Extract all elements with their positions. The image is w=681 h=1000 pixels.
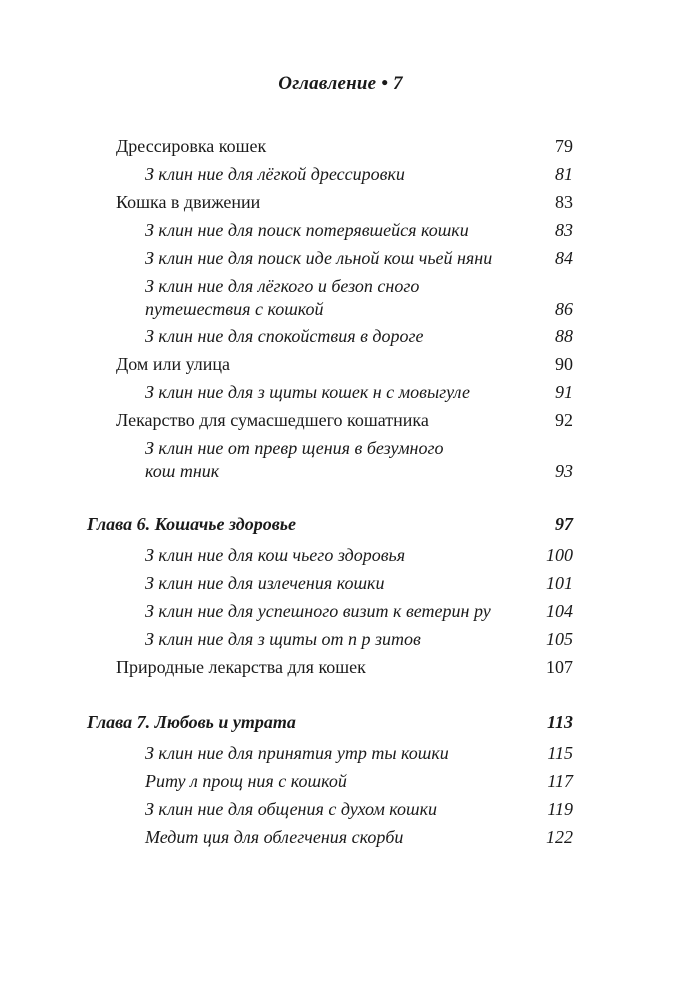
entry-title: З клин ние для з щиты от п р зитов [145, 629, 421, 649]
entry-page: 90 [555, 354, 573, 374]
chapter-page: 113 [546, 712, 573, 732]
entry-page: 79 [555, 136, 573, 156]
entry-title: З клин ние для общения с духом кошки [145, 799, 438, 819]
entry-page: 83 [555, 192, 573, 212]
header-page-number: 7 [393, 73, 403, 94]
chapter-heading[interactable] [0, 712, 681, 738]
entry-page: 83 [555, 220, 573, 240]
toc-entry[interactable] [0, 743, 681, 769]
entry-page: 93 [555, 461, 573, 481]
page-header [0, 73, 681, 95]
entry-title: З клин ние для поиск потерявшейся кошки [145, 220, 469, 240]
entry-page: 88 [555, 326, 573, 346]
toc-entry[interactable] [0, 248, 681, 274]
entry-page: 115 [547, 743, 573, 763]
entry-page: 101 [546, 573, 573, 593]
toc-entry[interactable] [0, 827, 681, 853]
chapter-title: Глава 6. Кошачье здоровье [87, 514, 296, 534]
toc-entry[interactable] [0, 354, 681, 380]
toc-entry[interactable] [0, 220, 681, 246]
entry-title: Природные лекарства для кошек [116, 657, 366, 677]
entry-page: 107 [546, 657, 573, 677]
entry-page: 86 [555, 299, 573, 319]
chapter-page: 97 [555, 514, 573, 534]
toc-entry[interactable] [0, 799, 681, 825]
entry-title: Медит ция для облегчения скорби [145, 827, 404, 847]
entry-page: 117 [547, 771, 573, 791]
entry-title: З клин ние для успешного визит к ветерин ру [145, 601, 491, 621]
entry-title: Кошка в движении [116, 192, 261, 212]
chapter-heading[interactable] [0, 514, 681, 540]
chapter-title: Глава 7. Любовь и утрата [87, 712, 296, 732]
entry-title: З клин ние для спокойствия в дороге [145, 326, 424, 346]
entry-page: 92 [555, 410, 573, 430]
toc-entry[interactable] [0, 382, 681, 408]
entry-title: З клин ние для з щиты кошек н с мовыгуле [145, 382, 470, 402]
entry-title: З клин ние для принятия утр ты кошки [145, 743, 449, 763]
entry-title: Риту л прощ ния с кошкой [145, 771, 347, 791]
header-bullet: • [381, 73, 389, 94]
toc-entry[interactable] [0, 573, 681, 599]
entry-page: 119 [547, 799, 573, 819]
toc-entry[interactable] [0, 326, 681, 352]
entry-title-line1: З клин ние от превр щения в безумного [145, 438, 444, 458]
entry-page: 84 [555, 248, 573, 268]
toc-entry[interactable] [0, 276, 681, 319]
toc-entry[interactable] [0, 410, 681, 436]
header-title: Оглавление [278, 73, 377, 94]
entry-title: З клин ние для кош чьего здоровья [145, 545, 406, 565]
toc-entry[interactable] [0, 164, 681, 190]
entry-title-line2: кош тник [145, 461, 220, 481]
entry-title-line1: З клин ние для лёгкого и безоп сного [145, 276, 420, 296]
entry-title: Дом или улица [116, 354, 231, 374]
entry-title: З клин ние для поиск иде льной кош чьей няни [145, 248, 493, 268]
toc-entry[interactable] [0, 136, 681, 162]
entry-page: 104 [546, 601, 573, 621]
toc-entry[interactable] [0, 657, 681, 683]
entry-page: 100 [546, 545, 573, 565]
toc-entry[interactable] [0, 438, 681, 481]
toc-entry[interactable] [0, 771, 681, 797]
entry-page: 81 [555, 164, 573, 184]
toc-entry[interactable] [0, 629, 681, 655]
entry-title-line2: путешествия с кошкой [145, 299, 324, 319]
entry-page: 105 [546, 629, 573, 649]
entry-title: З клин ние для лёгкой дрессировки [145, 164, 405, 184]
entry-page: 122 [546, 827, 573, 847]
entry-page: 91 [555, 382, 573, 402]
entry-title: Лекарство для сумасшедшего кошатника [116, 410, 429, 430]
entry-title: Дрессировка кошек [116, 136, 267, 156]
toc-entry[interactable] [0, 545, 681, 571]
entry-title: З клин ние для излечения кошки [145, 573, 385, 593]
toc-entry[interactable] [0, 601, 681, 627]
toc-entry[interactable] [0, 192, 681, 218]
